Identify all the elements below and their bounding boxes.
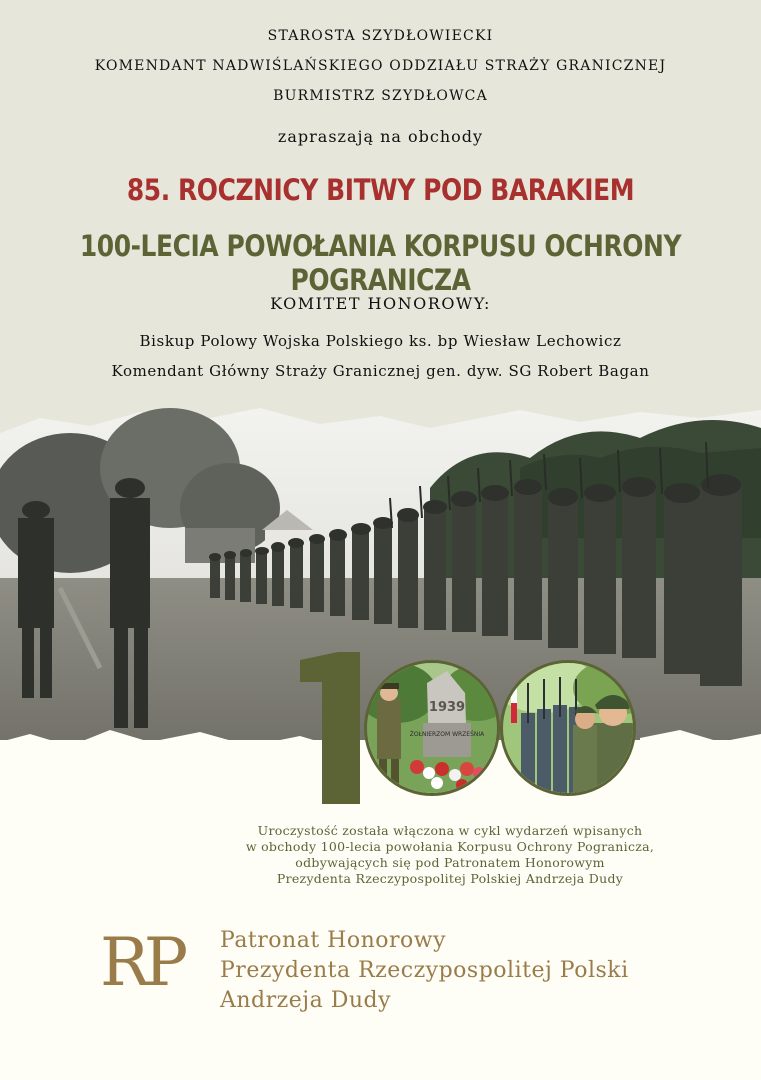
committee-member-2: Komendant Główny Straży Granicznej gen. dyw. SG Robert Bagan [111,362,650,380]
patronage-line-3: Andrzeja Dudy [220,988,392,1013]
organizer-line-1: STAROSTA SZYDŁOWIECKI [267,28,494,44]
committee-title: KOMITET HONOROWY: [270,294,491,313]
patronage-line-1: Patronat Honorowy [220,928,447,953]
committee-member-1: Biskup Polowy Wojska Polskiego ks. bp Wiesław Lechowicz [139,332,622,350]
monument-photo-circle [364,660,500,796]
monument-year: 1939 [428,700,466,715]
note-line-1: Uroczystość została włączona w cykl wydarzeń wpisanych [257,823,643,838]
border-guards-photo-circle [500,660,636,796]
big-one-numeral-icon [298,652,370,804]
note-line-3: odbywających się pod Patronatem Honorowym [295,855,605,870]
note-line-2: w obchody 100-lecia powołania Korpusu Ochrony Pogranicza, [245,839,655,854]
svg-text:RP: RP [100,925,183,997]
organizer-line-2: KOMENDANT NADWIŚLAŃSKIEGO ODDZIAŁU STRAŻY GRANICZNEJ [94,58,667,74]
invite-line: zapraszają na obchody [277,127,484,146]
organizer-line-3: BURMISTRZ SZYDŁOWCA [273,88,488,104]
bottom-panel [0,740,761,1080]
headline-anniversary-battle: 85. ROCZNICY BITWY POD BARAKIEM [126,173,635,207]
note-line-4: Prezydenta Rzeczypospolitej Polskiej Andrzeja Dudy [276,871,624,886]
rp-logo-icon [100,925,196,997]
headline-anniversary-kop: 100-LECIA POWOŁANIA KORPUSU OCHRONY POGRANICZA [79,229,682,297]
monument-inscription: ŻOŁNIERZOM WRZEŚNIA [409,731,485,738]
patronage-line-2: Prezydenta Rzeczypospolitej Polski [220,958,629,983]
